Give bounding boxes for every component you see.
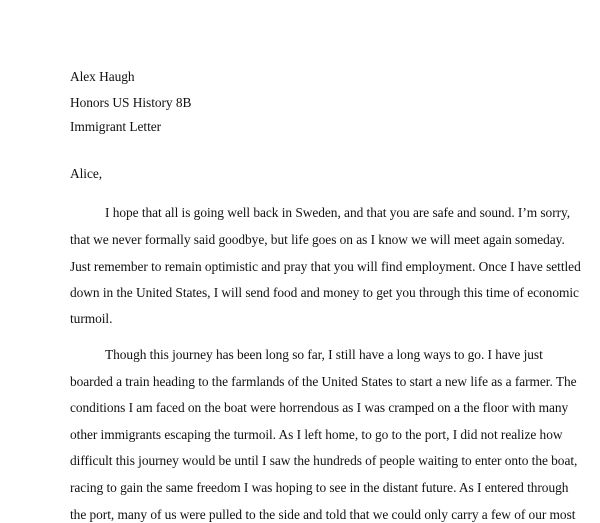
course-name: Honors US History 8B: [70, 95, 192, 110]
paragraph-2-line-1: Though this journey has been long so far, I still have a long ways to go. I have just: [105, 347, 543, 362]
paragraph-2-line-2: boarded a train heading to the farmlands of the United States to start a new life as a farmer. The: [70, 374, 577, 389]
paragraph-1-line-3: Just remember to remain optimistic and pray that you will find employment. Once I have settled: [70, 259, 581, 274]
paragraph-2-line-7: the port, many of us were pulled to the side and told that we could only carry a few of our most: [70, 507, 576, 522]
paragraph-1-line-5: turmoil.: [70, 311, 113, 326]
paragraph-2-line-3: conditions I am faced on the boat were horrendous as I was cramped on a the floor with many: [70, 400, 569, 415]
author-name: Alex Haugh: [70, 69, 135, 84]
paragraph-2-line-4: other immigrants escaping the turmoil. As I left home, to go to the port, I did not realize how: [70, 427, 563, 442]
letter-salutation: Alice,: [70, 166, 103, 181]
paragraph-1-line-2: that we never formally said goodbye, but life goes on as I know we will meet again someday.: [70, 232, 565, 247]
paragraph-2-line-5: difficult this journey would be until I saw the hundreds of people waiting to enter onto the boat,: [70, 453, 578, 468]
paragraph-1-line-1: I hope that all is going well back in Sweden, and that you are safe and sound. I’m sorry,: [105, 205, 571, 220]
paragraph-1-line-4: down in the United States, I will send food and money to get you through this time of economic: [70, 285, 579, 300]
paragraph-2-line-6: racing to gain the same freedom I was hoping to see in the distant future. As I entered through: [70, 480, 569, 495]
assignment-title: Immigrant Letter: [70, 119, 162, 134]
